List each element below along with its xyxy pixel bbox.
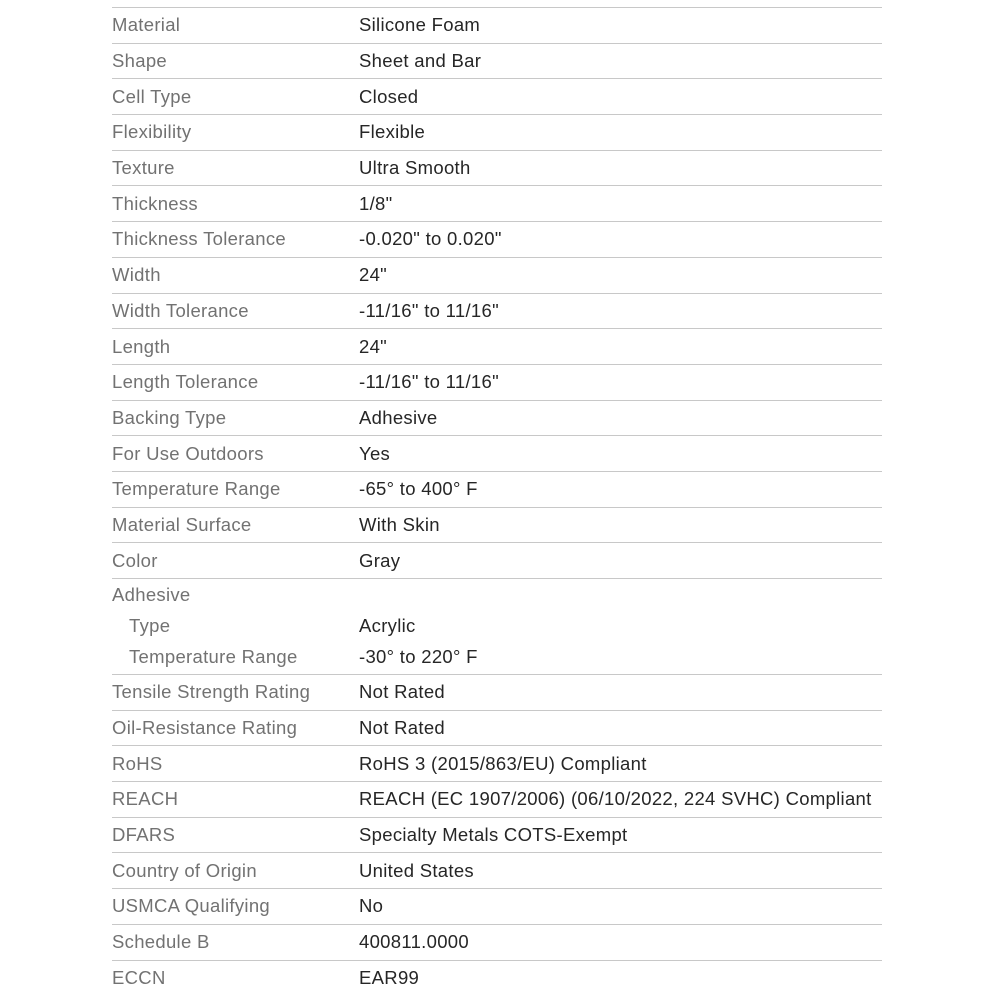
spec-label: Schedule B <box>112 931 210 953</box>
spec-value: Not Rated <box>359 717 445 739</box>
spec-row-thickness-tolerance <box>112 221 882 257</box>
spec-value: United States <box>359 859 474 881</box>
spec-value: 24" <box>359 335 388 357</box>
spec-row-material <box>112 7 882 43</box>
spec-value: Acrylic <box>359 614 416 636</box>
spec-value: Sheet and Bar <box>359 50 482 72</box>
group-title: Adhesive <box>112 584 191 605</box>
spec-row-country-of-origin <box>112 852 882 888</box>
spec-value: REACH (EC 1907/2006) (06/10/2022, 224 SVHC) Compliant <box>359 788 872 810</box>
spec-value: Closed <box>359 85 419 107</box>
spec-label: Tensile Strength Rating <box>112 681 311 703</box>
spec-label: REACH <box>112 788 179 810</box>
spec-row-schedule-b <box>112 924 882 960</box>
spec-row-cell-type <box>112 78 882 114</box>
spec-value: Ultra Smooth <box>359 157 471 179</box>
spec-row-length <box>112 328 882 364</box>
spec-label: Temperature Range <box>129 645 298 667</box>
spec-value: Yes <box>359 442 391 464</box>
spec-label: Cell Type <box>112 85 192 107</box>
spec-value: Flexible <box>359 121 426 143</box>
spec-label: Color <box>112 549 158 571</box>
spec-label: Shape <box>112 50 167 72</box>
spec-label: Texture <box>112 157 175 179</box>
spec-group-adhesive <box>112 578 882 674</box>
spec-label: Thickness Tolerance <box>112 228 286 250</box>
spec-label: Oil-Resistance Rating <box>112 717 298 739</box>
spec-label: Width Tolerance <box>112 299 249 321</box>
spec-subrow-adhesive-temperature <box>112 641 882 672</box>
spec-subrow-adhesive-type <box>112 610 882 641</box>
spec-value: Silicone Foam <box>359 14 481 36</box>
spec-row-thickness <box>112 185 882 221</box>
spec-value: RoHS 3 (2015/863/EU) Compliant <box>359 752 647 774</box>
spec-label: Length Tolerance <box>112 371 259 393</box>
spec-value: Not Rated <box>359 681 445 703</box>
spec-row-backing-type <box>112 400 882 436</box>
spec-label: Country of Origin <box>112 859 257 881</box>
spec-row-color <box>112 542 882 578</box>
spec-label: Flexibility <box>112 121 192 143</box>
spec-label: Thickness <box>112 192 198 214</box>
spec-row-tensile-strength <box>112 674 882 710</box>
spec-label: For Use Outdoors <box>112 442 264 464</box>
spec-table <box>112 7 882 995</box>
spec-value: -30° to 220° F <box>359 645 478 667</box>
spec-row-flexibility <box>112 114 882 150</box>
spec-value: 1/8" <box>359 192 393 214</box>
spec-value: With Skin <box>359 513 440 535</box>
spec-value: 24" <box>359 264 388 286</box>
spec-label: Width <box>112 264 161 286</box>
spec-label: Material <box>112 14 181 36</box>
spec-label: RoHS <box>112 752 163 774</box>
spec-label: USMCA Qualifying <box>112 895 270 917</box>
spec-value: -11/16" to 11/16" <box>359 299 499 321</box>
spec-value: Specialty Metals COTS-Exempt <box>359 824 628 846</box>
spec-value: No <box>359 895 384 917</box>
spec-value: Gray <box>359 549 401 571</box>
spec-row-texture <box>112 150 882 186</box>
spec-label: Length <box>112 335 171 357</box>
spec-row-width <box>112 257 882 293</box>
spec-row-dfars <box>112 817 882 853</box>
spec-row-oil-resistance <box>112 710 882 746</box>
spec-row-eccn <box>112 960 882 996</box>
spec-row-width-tolerance <box>112 293 882 329</box>
spec-value: Adhesive <box>359 406 438 428</box>
spec-row-usmca <box>112 888 882 924</box>
spec-label: Backing Type <box>112 406 227 428</box>
spec-row-shape <box>112 43 882 79</box>
spec-value: -11/16" to 11/16" <box>359 371 499 393</box>
spec-row-outdoors <box>112 435 882 471</box>
spec-value: -0.020" to 0.020" <box>359 228 502 250</box>
spec-row-temperature-range <box>112 471 882 507</box>
spec-value: EAR99 <box>359 966 420 988</box>
spec-label: Type <box>129 614 171 636</box>
spec-row-material-surface <box>112 507 882 543</box>
spec-row-length-tolerance <box>112 364 882 400</box>
spec-value: -65° to 400° F <box>359 478 478 500</box>
spec-label: ECCN <box>112 966 166 988</box>
spec-label: Material Surface <box>112 513 252 535</box>
spec-row-rohs <box>112 745 882 781</box>
spec-row-reach <box>112 781 882 817</box>
spec-label: Temperature Range <box>112 478 281 500</box>
spec-label: DFARS <box>112 824 176 846</box>
spec-value: 400811.0000 <box>359 931 469 953</box>
